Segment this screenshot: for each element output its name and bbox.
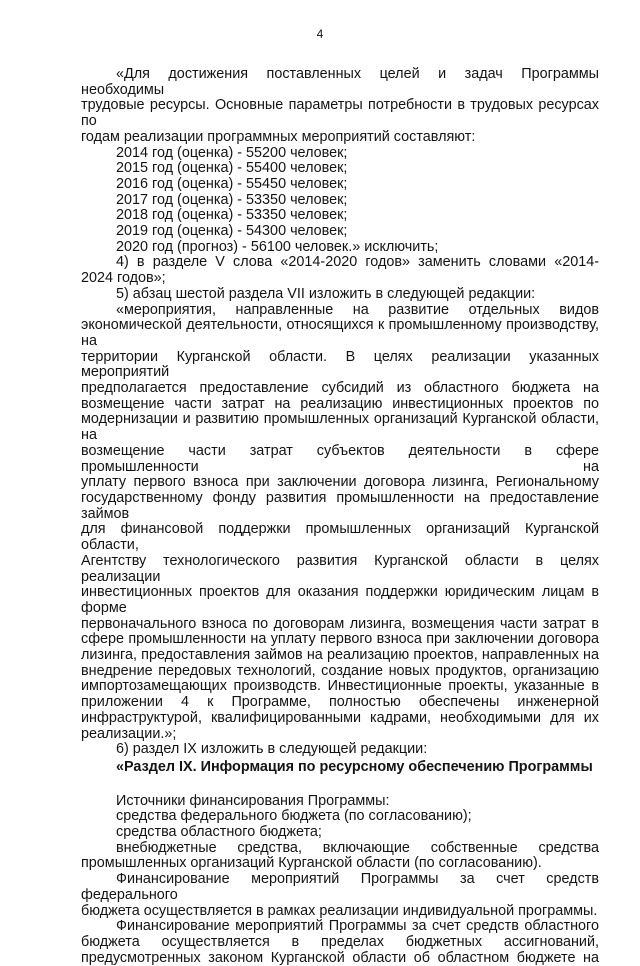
measures-line: территории Курганской области. В целях реализации указанных мероприятий	[81, 348, 599, 381]
estimate-line: 2019 год (оценка) - 54300 человек;	[116, 223, 348, 240]
section-heading: «Раздел IX. Информация по ресурсному обеспечению Программы	[116, 758, 593, 775]
intro-line-2: трудовые ресурсы. Основные параметры потребности в трудовых ресурсах по	[81, 97, 599, 130]
estimate-line: 2017 год (оценка) - 53350 человек;	[116, 191, 348, 208]
measures-line: первоначального взноса по договорам лизинга, возмещения части затрат в	[81, 615, 599, 632]
federal-funding-line-2: бюджета осуществляется в рамках реализации индивидуальной программы.	[81, 902, 598, 919]
source-regional: средства областного бюджета;	[116, 824, 322, 841]
regional-funding-line-2: бюджета осуществляется в пределах бюджетных ассигнований,	[81, 933, 599, 950]
measures-line: модернизации и развитию промышленных организаций Курганской области, на	[81, 411, 599, 444]
measures-line: приложении 4 к Программе, полностью обеспечены инженерной	[81, 694, 599, 711]
item-4-line-1: 4) в разделе V слова «2014-2020 годов» заменить словами «2014-	[116, 254, 599, 271]
measures-line: инфраструктурой, квалифицированными кадрами, необходимыми для их	[81, 709, 599, 726]
measures-line: Агентству технологического развития Курганской области в целях реализации	[81, 552, 599, 585]
item-6: 6) раздел IX изложить в следующей редакции:	[116, 741, 428, 758]
document-body	[81, 67, 599, 966]
measures-line: предполагается предоставление субсидий из областного бюджета на	[81, 380, 599, 397]
measures-line: государственному фонду развития промышленности на предоставление займов	[81, 489, 599, 522]
measures-line: внедрение передовых технологий, создание новых продуктов, организацию	[81, 662, 599, 679]
regional-funding-line-3: предусмотренных законом Курганской области об областном бюджете на	[81, 949, 599, 966]
federal-funding-line-1: Финансирование мероприятий Программы за счет средств федерального	[81, 871, 599, 903]
measures-line: реализации.»;	[81, 725, 177, 742]
measures-line: «мероприятия, направленные на развитие отдельных видов	[116, 301, 599, 318]
source-federal: средства федерального бюджета (по согласованию);	[116, 808, 472, 825]
measures-line: экономической деятельности, относящихся к промышленному производству, на	[81, 317, 599, 349]
sources-title: Источники финансирования Программы:	[116, 792, 390, 809]
measures-paragraph	[81, 303, 599, 743]
estimate-line: 2020 год (прогноз) - 56100 человек.» исключить;	[116, 238, 439, 255]
measures-line: сфере промышленности на уплату первого взноса при заключении договора	[81, 631, 599, 648]
item-5: 5) абзац шестой раздела VII изложить в следующей редакции:	[116, 285, 536, 302]
regional-funding-line-1: Финансирование мероприятий Программы за счет средств областного	[116, 918, 599, 935]
source-offbudget-line-2: промышленных организаций Курганской области (по согласованию).	[81, 855, 542, 872]
estimate-line: 2014 год (оценка) - 55200 человек;	[116, 144, 348, 161]
intro-line-3: годам реализации программных мероприятий составляют:	[81, 128, 476, 145]
measures-line: возмещение части затрат субъектов деятельности в сфере промышленности на	[81, 442, 599, 475]
intro-line-1: «Для достижения поставленных целей и задач Программы необходимы	[81, 66, 599, 98]
measures-line: уплату первого взноса при заключении договора лизинга, Региональному	[81, 474, 599, 491]
measures-line: инвестиционных проектов для оказания поддержки юридическим лицам в форме	[81, 584, 599, 616]
source-offbudget-line-1: внебюджетные средства, включающие собственные средства	[116, 839, 599, 856]
measures-line: лизинга, предоставления займов на реализацию проектов, направленных на	[81, 647, 599, 664]
measures-line: импортозамещающих производств. Инвестиционные проекты, указанные в	[81, 678, 599, 695]
item-4-line-2: 2024 годов»;	[81, 270, 166, 287]
estimate-line: 2018 год (оценка) - 53350 человек;	[116, 207, 348, 224]
estimate-line: 2016 год (оценка) - 55450 человек;	[116, 175, 348, 192]
measures-line: возмещение части затрат на реализацию инвестиционных проектов по	[81, 395, 599, 412]
estimate-line: 2015 год (оценка) - 55400 человек;	[116, 160, 348, 177]
estimates-list	[81, 146, 599, 256]
page-number: 4	[316, 27, 324, 41]
measures-line: для финансовой поддержки промышленных организаций Курганской области,	[81, 521, 599, 554]
blank-line	[81, 776, 599, 794]
